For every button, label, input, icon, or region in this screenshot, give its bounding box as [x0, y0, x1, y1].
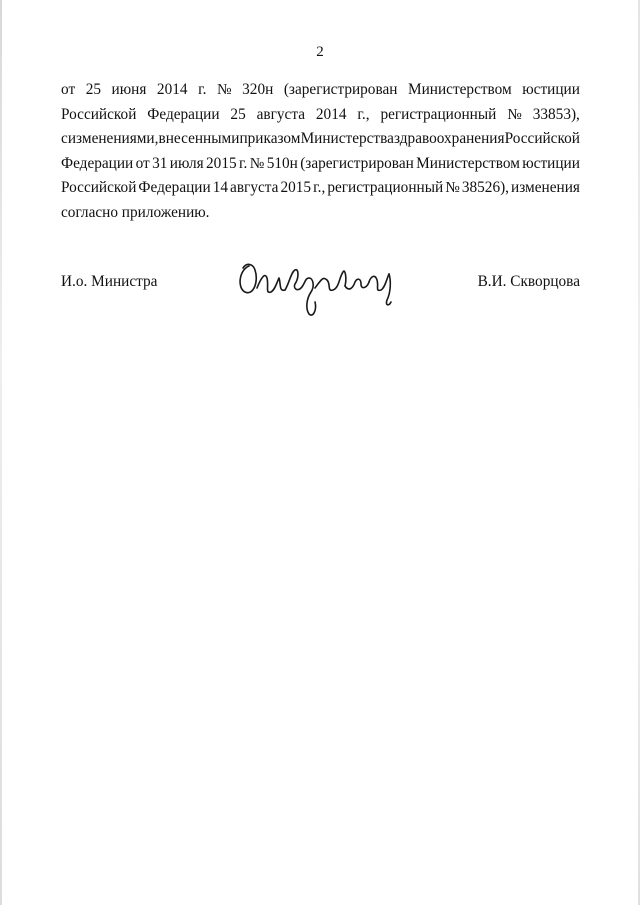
text-word: № [445, 179, 460, 196]
signature-block [61, 248, 580, 328]
text-word: 31 [152, 154, 168, 172]
text-line [61, 78, 580, 103]
text-word: (зарегистрирован [283, 81, 398, 98]
text-word: от [61, 81, 76, 98]
text-word: Российской [504, 130, 580, 147]
scan-edge-left [0, 0, 2, 905]
text-word: № [216, 81, 232, 98]
text-word: 33853), [532, 105, 580, 123]
text-word: Федерации [147, 105, 220, 123]
text-word: Федерации [138, 179, 211, 196]
text-word: 14 [212, 179, 228, 196]
text-word: г. [198, 81, 207, 98]
handwritten-signature [235, 248, 405, 320]
text-line [61, 127, 580, 152]
text-word: регистрационный [327, 179, 444, 196]
text-word: с [61, 130, 68, 147]
order-body-text [61, 78, 580, 225]
text-word: Министерством [416, 154, 520, 172]
text-word: августа [230, 179, 279, 196]
text-word: 25 [230, 105, 246, 123]
text-word: 2015 [280, 179, 312, 196]
text-word: юстиции [522, 81, 580, 98]
text-word: юстиции [522, 154, 580, 172]
text-line [61, 176, 580, 201]
text-word: г., [357, 105, 370, 123]
signer-title: И.о. Министра [61, 273, 158, 290]
text-word: (зарегистрирован [300, 154, 414, 172]
text-word: Министерства [300, 130, 394, 147]
text-word: № [249, 154, 265, 172]
text-word: 38526), [461, 179, 510, 196]
text-word: 320н [242, 81, 274, 98]
text-word: приказом [239, 130, 301, 147]
text-word: 2015 [206, 154, 237, 172]
text-word: 25 [85, 81, 101, 98]
text-word: Российской [61, 105, 137, 123]
text-word: 2014 [315, 105, 347, 123]
text-word: июня [111, 81, 147, 98]
text-word: Федерации [61, 154, 134, 172]
text-word: согласно приложению. [61, 203, 210, 221]
text-word: здравоохранения [394, 130, 505, 147]
signer-name: В.И. Скворцова [477, 273, 580, 290]
text-word: регистрационный [380, 105, 497, 123]
text-word: г., [313, 179, 326, 196]
text-line [61, 152, 580, 177]
text-word: от [135, 154, 150, 172]
text-line [61, 201, 580, 226]
text-line [61, 103, 580, 128]
text-word: Министерством [408, 81, 512, 98]
text-word: г. [238, 154, 248, 172]
text-word: изменениями, [67, 130, 159, 147]
text-word: изменения [511, 179, 580, 196]
text-word: Российской [61, 179, 137, 196]
text-word: августа [256, 105, 305, 123]
text-word: № [507, 105, 522, 123]
page-number: 2 [316, 44, 324, 60]
text-word: внесенными [158, 130, 240, 147]
text-word: 2014 [156, 81, 188, 98]
text-word: июля [169, 154, 204, 172]
text-word: 510н [266, 154, 298, 172]
